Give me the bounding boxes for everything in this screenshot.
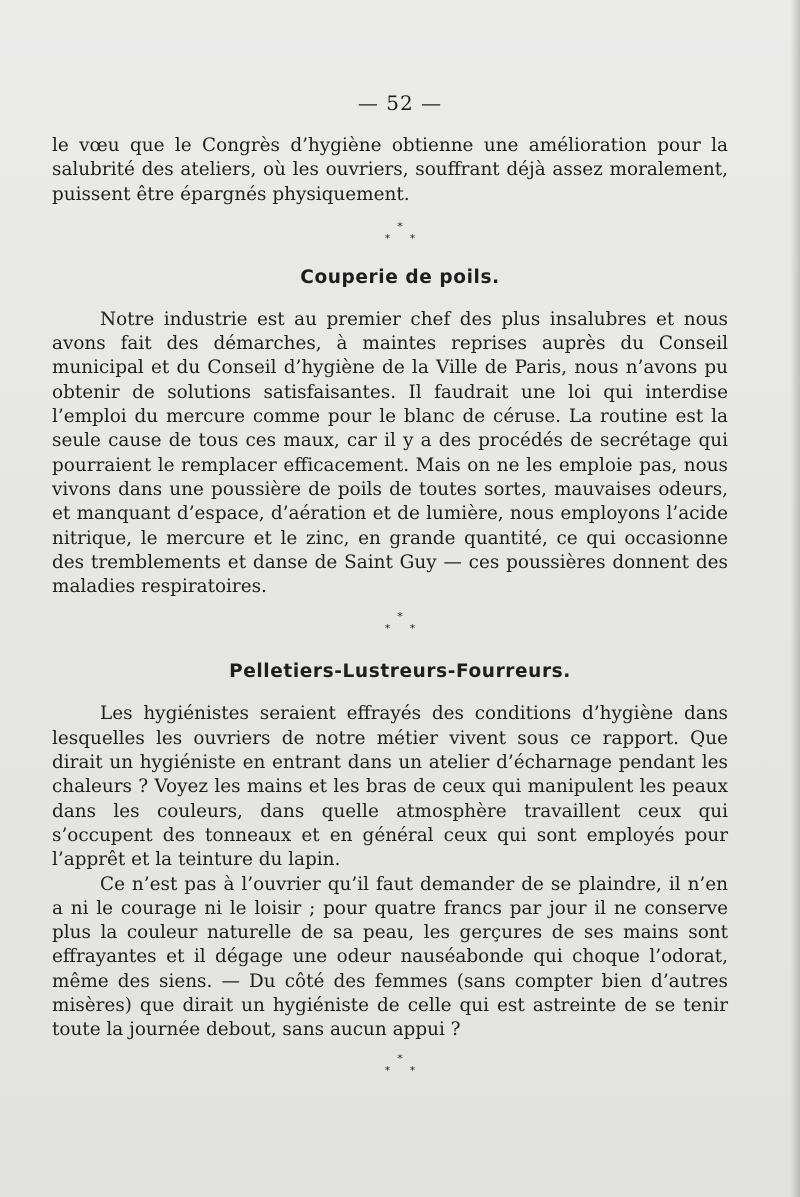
section-title-pelletiers: Pelletiers-Lustreurs-Fourreurs. bbox=[229, 661, 571, 683]
couperie-paragraph: Notre industrie est au premier chef des plus insalubres et nous avons fait des démarches, à maintes reprises auprès du Conseil municipal et du Conseil d’hygiène de la Ville de Paris, nous n’avons pu obtenir de solutions satisfaisantes. Il faudrait une loi qui interdise l’emploi du mercure comme pour le blanc de céruse. La routine est la seule cause de tous ces maux, car il y a des procédés de secrétage qui pourraient le remplacer efficacement. Mais on ne les emploie pas, nous vivons dans une poussière de poils de toutes sortes, mauvaises odeurs, et manquant d’espace, d’aération et de lumière, nous employons l’acide nitrique, le mercure et le zinc, en grande quantité, ce qui occasionne des tremblements et danse de Saint Guy — ces poussières donnent des maladies respiratoires. bbox=[52, 308, 728, 598]
asterism-bottom: * * bbox=[384, 1063, 424, 1077]
asterism-bottom: * * bbox=[384, 622, 424, 636]
asterism-top: * bbox=[397, 610, 403, 624]
intro-paragraph: le vœu que le Congrès d’hygiène obtienne une amélioration pour la salubrité des ateliers, où les ouvriers, souffrant déjà assez moralement, puissent être épargnés physiquement. bbox=[52, 135, 728, 205]
section-title-couperie: Couperie de poils. bbox=[300, 266, 500, 288]
page-content bbox=[52, 88, 728, 1085]
asterism-divider bbox=[72, 611, 728, 643]
asterism-top: * bbox=[397, 1051, 403, 1065]
pelletiers-paragraph-2: Ce n’est pas à l’ouvrier qu’il faut demander de se plaindre, il n’en a ni le courage ni le loisir ; pour quatre francs par jour il ne conserve plus la couleur naturelle de sa peau, les gerçures de ses mains sont effrayantes et il dégage une odeur nauséabonde qui choque l’odorat, même des siens. — Du côté des femmes (sans compter bien d’autres misères) que dirait un hygiéniste de celle qui est astreinte de se tenir toute la journée debout, sans aucun appui ? bbox=[52, 873, 728, 1041]
asterism-top: * bbox=[397, 219, 403, 233]
pelletiers-paragraph-1: Les hygiénistes seraient effrayés des conditions d’hygiène dans lesquelles les ouvriers de notre métier vivent sous ce rapport. Que dirait un hygiéniste en entrant dans un atelier d’écharnage pendant les chaleurs ? Voyez les mains et les bras de ceux qui manipulent les peaux dans les couleurs, dans quelle atmosphère travaillent ceux qui s’occupent des tonneaux et en général ceux qui sont employés pour l’apprêt et la teinture du lapin. bbox=[52, 703, 728, 871]
asterism-divider bbox=[72, 221, 728, 253]
page-number: — 52 — bbox=[357, 91, 443, 115]
asterism-bottom: * * bbox=[384, 231, 424, 245]
asterism-divider bbox=[72, 1053, 728, 1085]
